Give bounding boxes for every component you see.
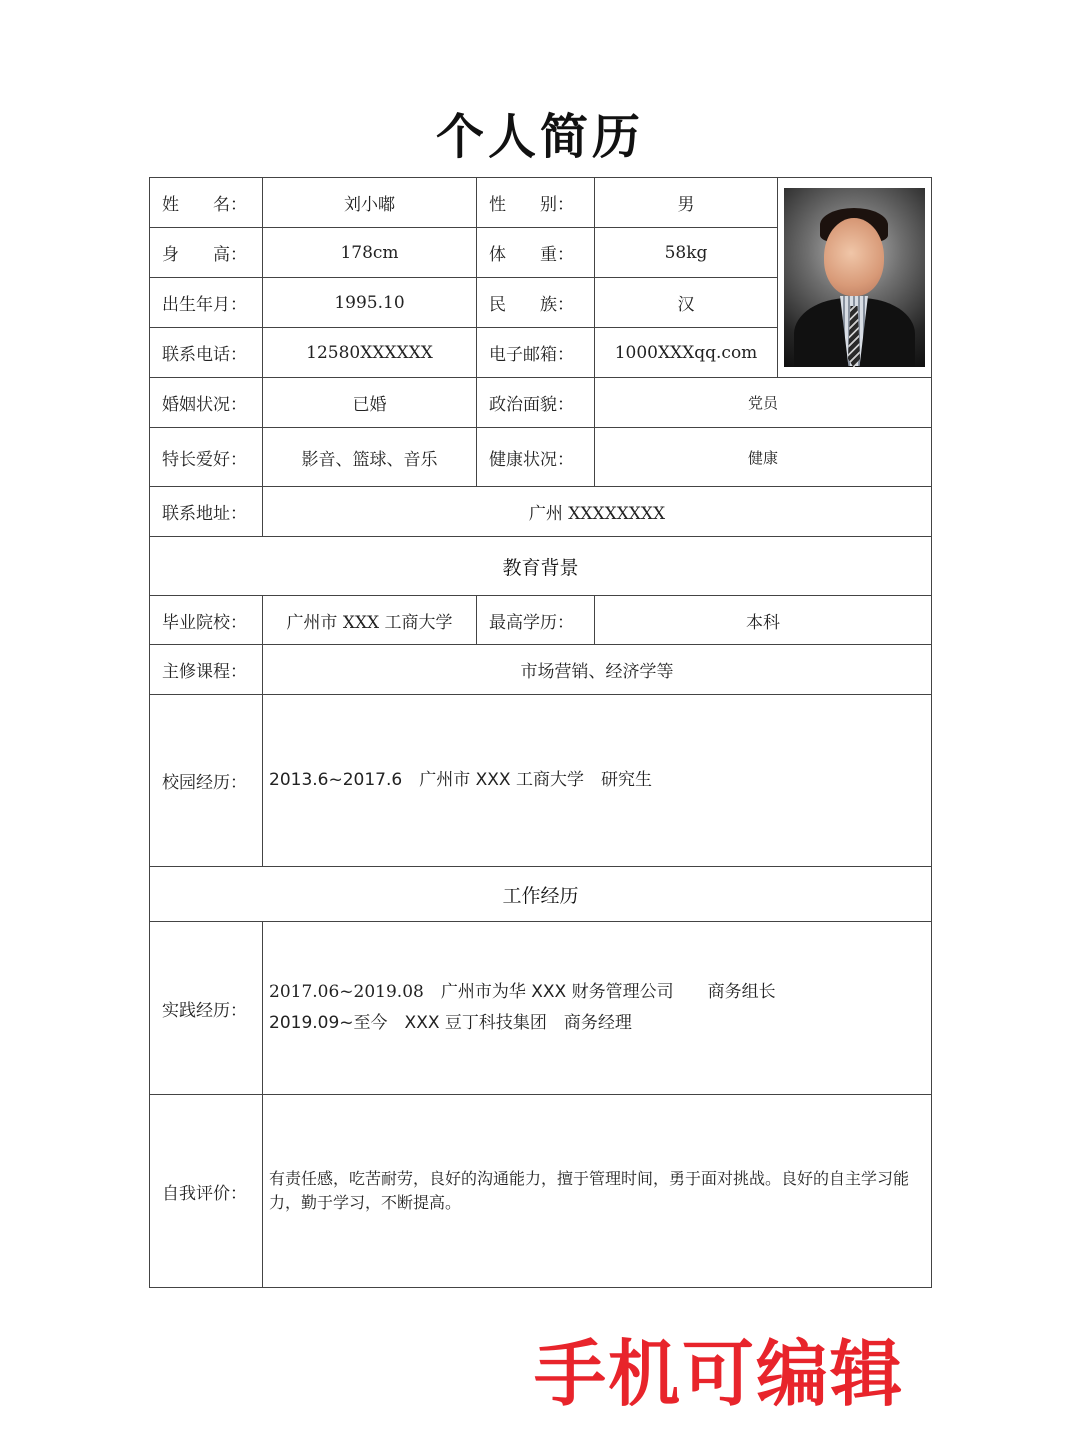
photo-cell <box>778 178 932 378</box>
campus-label: 校园经历： <box>150 695 263 867</box>
name-value: 刘小嘟 <box>263 178 477 228</box>
birth-label: 出生年月： <box>150 278 263 328</box>
political-label: 政治面貌： <box>477 378 595 428</box>
page-title: 个人简历 <box>435 109 644 165</box>
education-heading: 教育背景 <box>150 537 932 596</box>
practice-line-2: 2019.09~至今 XXX 豆丁科技集团 商务经理 <box>269 1013 632 1033</box>
phone-label: 联系电话： <box>150 328 263 378</box>
promo-text: 手机可编辑 <box>534 1332 905 1416</box>
height-value: 178cm <box>263 228 477 278</box>
school-value: 广州市 XXX 工商大学 <box>263 596 477 645</box>
work-heading: 工作经历 <box>150 867 932 922</box>
email-value: 1000XXXqq.com <box>595 328 778 378</box>
marital-label: 婚姻状况： <box>150 378 263 428</box>
height-label: 身 高： <box>150 228 263 278</box>
name-label: 姓 名： <box>150 178 263 228</box>
resume-table <box>149 177 932 1288</box>
health-value: 健康 <box>595 428 932 487</box>
birth-value: 1995.10 <box>263 278 477 328</box>
hobby-value: 影音、篮球、音乐 <box>263 428 477 487</box>
email-label: 电子邮箱： <box>477 328 595 378</box>
practice-value <box>263 922 932 1095</box>
courses-value: 市场营销、经济学等 <box>263 645 932 695</box>
practice-line-1-date: 2017.06~2019.08 <box>269 982 424 1002</box>
hobby-label: 特长爱好： <box>150 428 263 487</box>
phone-value: 12580XXXXXX <box>263 328 477 378</box>
eval-label: 自我评价： <box>150 1095 263 1288</box>
address-label: 联系地址： <box>150 487 263 537</box>
ethnicity-label: 民 族： <box>477 278 595 328</box>
practice-line-1 <box>269 977 931 1008</box>
weight-value: 58kg <box>595 228 778 278</box>
political-value: 党员 <box>595 378 932 428</box>
weight-label: 体 重： <box>477 228 595 278</box>
school-label: 毕业院校： <box>150 596 263 645</box>
marital-value: 已婚 <box>263 378 477 428</box>
degree-value: 本科 <box>595 596 932 645</box>
campus-value: 2013.6~2017.6 广州市 XXX 工商大学 研究生 <box>263 695 932 867</box>
health-label: 健康状况： <box>477 428 595 487</box>
gender-value: 男 <box>595 178 778 228</box>
gender-label: 性 别： <box>477 178 595 228</box>
ethnicity-value: 汉 <box>595 278 778 328</box>
practice-label: 实践经历： <box>150 922 263 1095</box>
eval-value: 有责任感，吃苦耐劳，良好的沟通能力，擅于管理时间，勇于面对挑战。良好的自主学习能力，勤于学习，不断提高。 <box>263 1095 932 1288</box>
courses-label: 主修课程： <box>150 645 263 695</box>
address-value: 广州 XXXXXXXX <box>263 487 932 537</box>
portrait-photo <box>784 188 925 367</box>
practice-line-1-text: 广州市为华 XXX 财务管理公司 商务组长 <box>423 982 776 1002</box>
degree-label: 最高学历： <box>477 596 595 645</box>
